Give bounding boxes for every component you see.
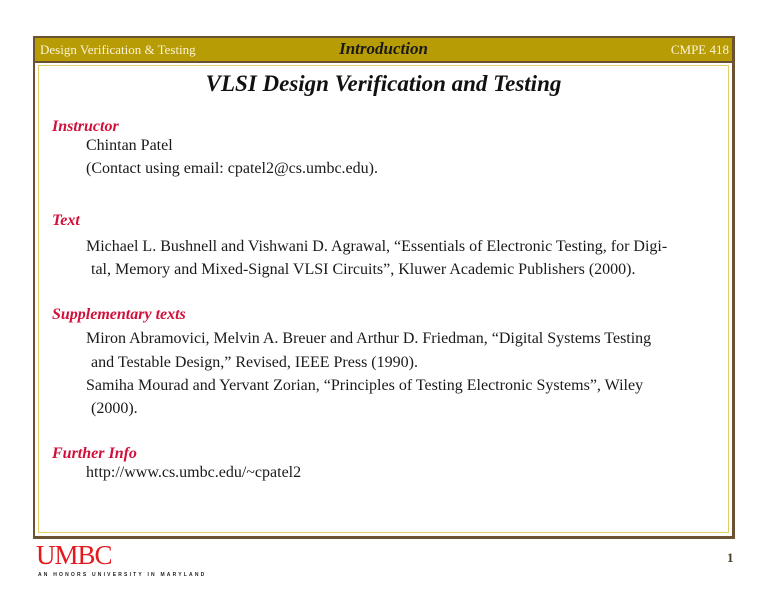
supp-ref-1-line-2: and Testable Design,” Revised, IEEE Press (1990). (91, 354, 418, 371)
further-info-url[interactable]: http://www.cs.umbc.edu/~cpatel2 (86, 464, 302, 481)
instructor-name: Chintan Patel (86, 137, 173, 154)
instructor-contact: (Contact using email: cpatel2@cs.umbc.edu). (86, 160, 378, 177)
course-code: CMPE 418 (670, 42, 729, 57)
umbc-tagline: AN HONORS UNIVERSITY IN MARYLAND (38, 572, 207, 578)
page-number: 1 (727, 550, 734, 565)
heading-further-info: Further Info (52, 445, 137, 462)
course-name: Design Verification & Testing (40, 42, 196, 57)
supp-ref-1-line-1: Miron Abramovici, Melvin A. Breuer and Arthur D. Friedman, “Digital Systems Testing (86, 330, 652, 347)
heading-supplementary: Supplementary texts (52, 306, 186, 323)
text-ref-line-1: Michael L. Bushnell and Vishwani D. Agrawal, “Essentials of Electronic Testing, for Digi- (86, 238, 668, 255)
heading-instructor: Instructor (52, 118, 119, 135)
heading-text: Text (52, 212, 80, 229)
slide-frame (33, 36, 735, 539)
slide-content (38, 65, 729, 533)
section-title: Introduction (339, 39, 428, 58)
text-ref-line-2: tal, Memory and Mixed-Signal VLSI Circuits”, Kluwer Academic Publishers (2000). (91, 261, 636, 278)
umbc-logo: UMBC (36, 540, 112, 570)
slide-header-bar (35, 38, 732, 63)
supp-ref-2-line-1: Samiha Mourad and Yervant Zorian, “Principles of Testing Electronic Systems”, Wiley (86, 377, 644, 394)
supp-ref-2-line-2: (2000). (91, 400, 138, 417)
slide-title: VLSI Design Verification and Testing (205, 71, 562, 96)
